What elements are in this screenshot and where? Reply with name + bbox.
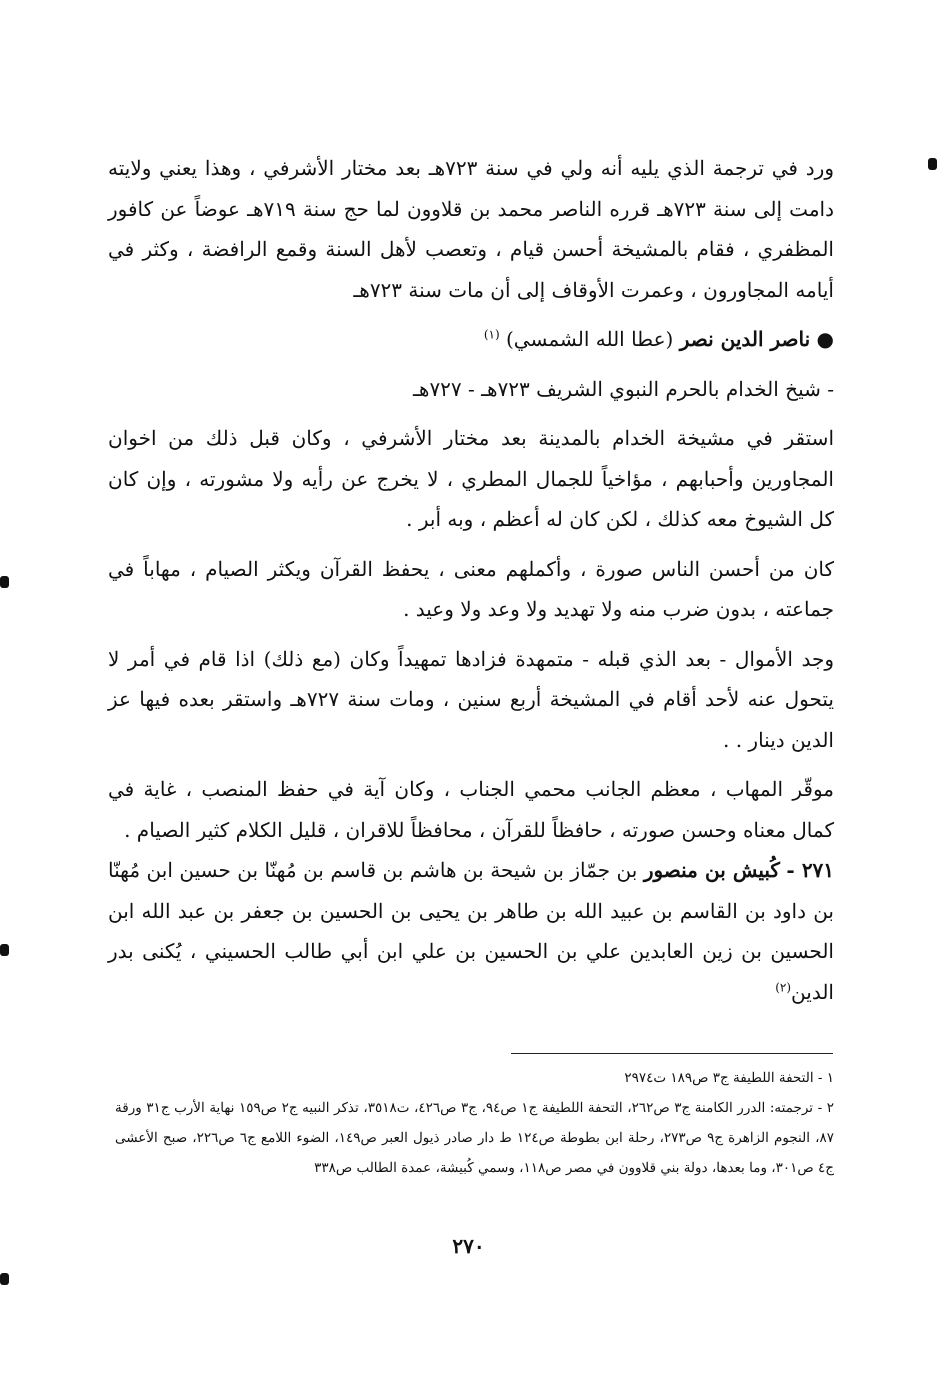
paragraph-3: كان من أحسن الناس صورة ، وأكملهم معنى ، يحفظ القرآن ويكثر الصيام ، مهاباً في جماعته ، بدون ضرب منه ولا تهديد ولا وعد ولا وعيد . <box>108 556 834 621</box>
bullet-icon: ● <box>816 327 834 351</box>
footnote-ref-1[interactable]: (١) <box>483 327 500 342</box>
entry-name: كُبيش بن منصور <box>643 858 780 882</box>
section-heading <box>108 319 834 360</box>
subtitle: - شيخ الخدام بالحرم النبوي الشريف ٧٢٣هـ - ٧٢٧هـ <box>413 376 834 401</box>
paragraph-4: وجد الأموال - بعد الذي قبله - متمهدة فزادها تمهيداً وكان (مع ذلك) اذا قام في أمر لا يتحول عنه لأحد أقام في المشيخة أربع سنين ، ومات سنة ٧٢٧هـ واستقر بعده فيها عز الدين دينار . . <box>108 646 834 752</box>
footnote-1: ١ - التحفة اللطيفة ج٣ ص١٨٩ ت٢٩٧٤ <box>624 1070 834 1086</box>
footnotes <box>115 1063 834 1183</box>
footnote-divider <box>511 1053 833 1054</box>
paragraph-5: موقّر المهاب ، معظم الجانب محمي الجناب ، وكان آية في حفظ المنصب ، غاية في كمال معناه وحسن صورته ، حافظاً للقرآن ، محافظاً للاقران ، قليل الكلام كثير الصيام . <box>108 777 834 842</box>
binding-hole-mark <box>0 944 9 956</box>
heading-name: ناصر الدين نصر <box>679 327 811 351</box>
page-number: ٢٧٠ <box>452 1234 485 1258</box>
entry-271 <box>108 850 834 1012</box>
entry-text: بن جمّاز بن شيحة بن هاشم بن قاسم بن مُهنّا بن حسين ابن مُهنّا بن داود بن القاسم بن عبيد الله بن طاهر بن يحيى بن الحسين بن جعفر بن عبد الله ابن الحسين بن زين العابدين علي بن الحسين بن علي ابن أبي طالب الحسيني ، يُكنى بدر الدين <box>108 858 834 1004</box>
heading-rest: (عطا الله الشمسي) <box>506 327 674 351</box>
footnote-2: ٢ - ترجمته: الدرر الكامنة ج٣ ص٢٦٢، التحفة اللطيفة ج١ ص٩٤، ج٣ ص٤٢٦، ت٣٥١٨، تذكر النبيه ج٢ ص١٥٩ نهاية الأرب ج٣١ ورقة ٨٧، النجوم الزاهرة ج٩ ص٢٧٣، رحلة ابن بطوطة ص١٢٤ ط دار صادر ذيول العبر ص١٤٩، الضوء اللامع ج٦ ص٢٢٦، صبح الأعشى ج٤ ص٣٠١، وما بعدها، دولة بني قلاوون في مصر ص١١٨، وسمي كُبيشة، عمدة الطالب ص٣٣٨ <box>115 1100 835 1176</box>
footnote-ref-2[interactable]: (٢) <box>775 979 792 994</box>
binding-hole-mark <box>0 1273 9 1285</box>
main-text <box>108 148 834 1012</box>
paragraph-2: استقر في مشيخة الخدام بالمدينة بعد مختار الأشرفي ، وكان قبل ذلك من اخوان المجاورين وأحبابهم ، مؤاخياً للجمال المطري ، لا يخرج عن رأيه ولا مشورته ، وإن كان كل الشيوخ معه كذلك ، لكن كان له أعظم ، وبه أبر . <box>108 426 834 531</box>
binding-hole-mark <box>928 158 937 170</box>
entry-number: ٢٧١ - <box>786 858 835 882</box>
paragraph-1: ورد في ترجمة الذي يليه أنه ولي في سنة ٧٢٣هـ بعد مختار الأشرفي ، وهذا يعني ولايته دامت إلى سنة ٧٢٣هـ قرره الناصر محمد بن قلاوون لما حج سنة ٧١٩هـ عوضاً عن كافور المظفري ، فقام بالمشيخة أحسن قيام ، وتعصب لأهل السنة وقمع الرافضة ، وكثر في أيامه المجاورون ، وعمرت الأوقاف إلى أن مات سنة ٧٢٣هـ <box>108 156 834 302</box>
binding-hole-mark <box>0 576 9 588</box>
